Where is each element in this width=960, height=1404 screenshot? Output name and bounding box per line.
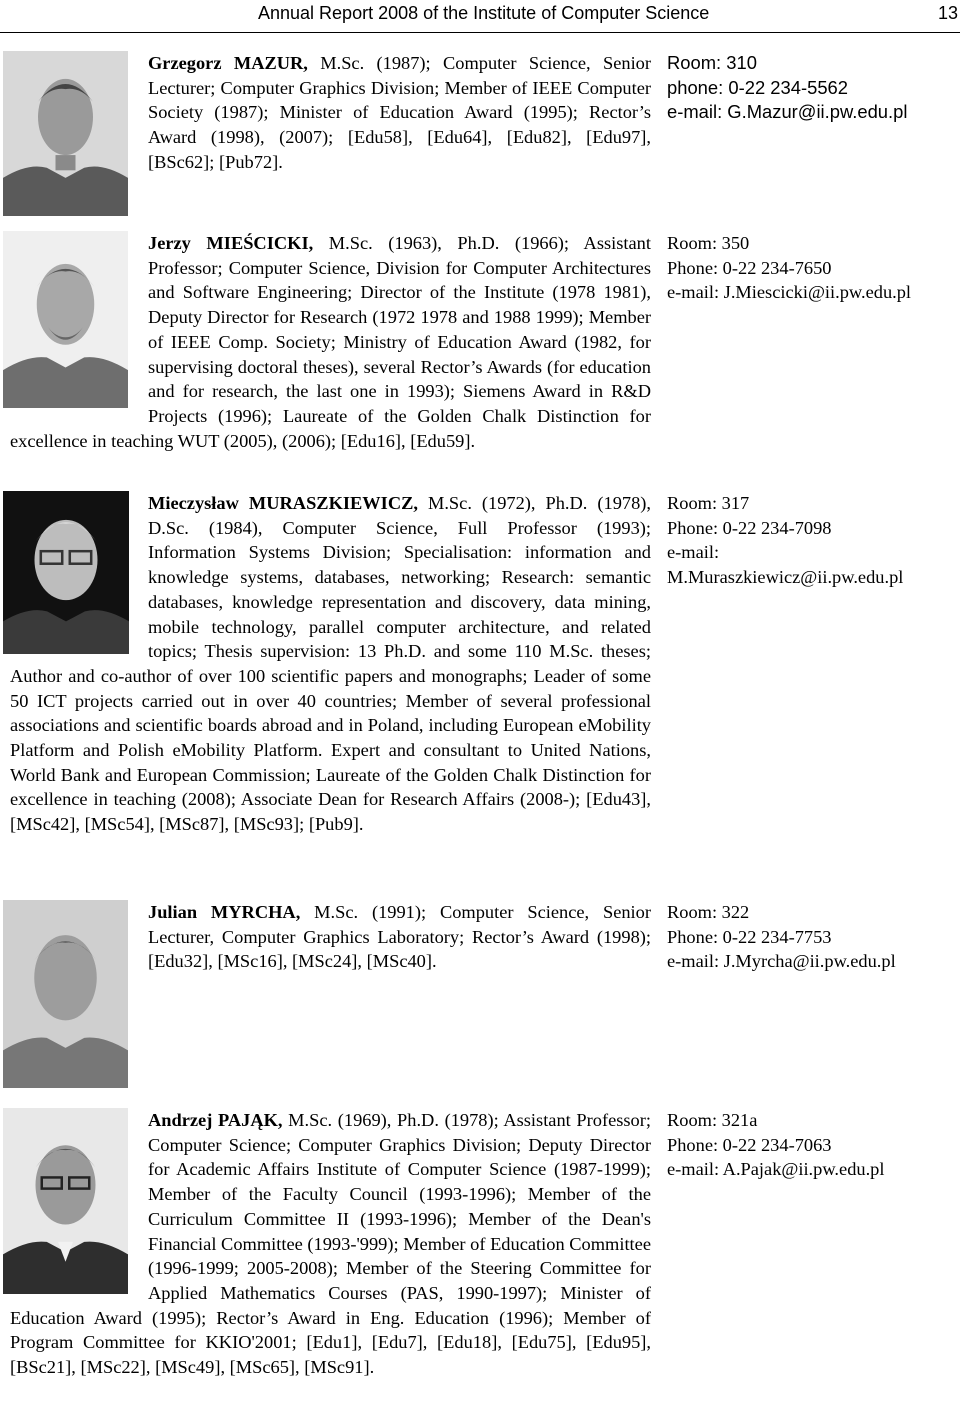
phone-number: Phone: 0-22 234-7063 bbox=[667, 1134, 832, 1155]
email-address: e-mail: J.Miescicki@ii.pw.edu.pl bbox=[667, 282, 912, 303]
bio-text: Grzegorz MAZUR, M.Sc. (1987); Computer Science, Senior Lecturer; Computer Graphics Division; Member of IEEE Computer Society (1987); Minister of Education Award (1995); Rector’s Award (1998), (2007); [Edu58], [Edu64], [Edu82], [Edu97], [BSc62]; [Pub72]. bbox=[148, 53, 651, 172]
person-name: Andrzej PAJĄK, bbox=[148, 1110, 283, 1130]
contact-block bbox=[667, 491, 903, 590]
email-address: e-mail: A.Pajak@ii.pw.edu.pl bbox=[667, 1159, 885, 1180]
phone-number: Phone: 0-22 234-7753 bbox=[667, 926, 832, 947]
report-title: Annual Report 2008 of the Institute of Computer Science bbox=[258, 3, 710, 23]
email-address: e-mail: J.Myrcha@ii.pw.edu.pl bbox=[667, 951, 896, 972]
bio-text: Mieczysław MURASZKIEWICZ, M.Sc. (1972), Ph.D. (1978), D.Sc. (1984), Computer Science, Full Professor (1993); Information Systems Division; Specialisation: information and knowledge systems, databases, networking; Research: semantic databases, knowledge representation and discovery, data mining, mobile technology, parallel computer architecture, and related topics; Thesis supervision: 13 Ph.D. and some 110 M.Sc. theses; Author and co-author of over 100 scientific papers and monographs; Leader of some 50 ICT projects carried out in over 40 countries; Member of several professional associations and scientific boards abroad and in Poland, including European eMobility Platform and Polish eMobility Platform. Expert and consultant to United Nations, World Bank and European Commission; Laureate of the Golden Chalk Distinction for excellence in teaching (2008); Associate Dean for Research Affairs (2008-); [Edu43], [MSc42], [MSc54], [MSc87], [MSc93]; [Pub9]. bbox=[10, 493, 652, 835]
contact-block bbox=[667, 900, 896, 974]
email-label: e-mail: bbox=[667, 542, 720, 563]
person-name: Mieczysław MURASZKIEWICZ, bbox=[148, 493, 418, 513]
contact-block bbox=[667, 231, 911, 305]
person-name: Jerzy MIEŚCICKI, bbox=[148, 233, 314, 253]
room-number: Room: 322 bbox=[667, 902, 750, 922]
page-header bbox=[0, 0, 960, 33]
page-number: 13 bbox=[937, 3, 958, 23]
phone-number: Phone: 0-22 234-7650 bbox=[667, 257, 832, 278]
room-number: Room: 350 bbox=[667, 233, 750, 253]
phone-number: phone: 0-22 234-5562 bbox=[667, 76, 848, 98]
bio-text: Jerzy MIEŚCICKI, M.Sc. (1963), Ph.D. (1966); Assistant Professor; Computer Science, Division for Computer Architectures and Software Engineering; Director of the Institute (1978 1981), Deputy Director for Research (1972 1978 and 1988 1999); Member of IEEE Comp. Society; Ministry of Education Award (1982, for supervising doctoral theses), several Rector’s Awards (for education and for research, the last one in 1993); Siemens Award in R&D Projects (1996); Laureate of the Golden Chalk Distinction for excellence in teaching WUT (2005), (2006); [Edu16], [Edu59]. bbox=[10, 233, 651, 451]
bio-text: Julian MYRCHA, M.Sc. (1991); Computer Science, Senior Lecturer, Computer Graphics Laboratory; Rector’s Award (1998); [Edu32], [MSc16], [MSc24], [MSc40]. bbox=[148, 902, 651, 972]
email-address: e-mail: G.Mazur@ii.pw.edu.pl bbox=[667, 101, 908, 123]
room-number: Room: 310 bbox=[667, 52, 757, 73]
room-number: Room: 317 bbox=[667, 493, 750, 513]
contact-block bbox=[667, 51, 907, 125]
email-address: M.Muraszkiewicz@ii.pw.edu.pl bbox=[667, 567, 904, 588]
bio-text: Andrzej PAJĄK, M.Sc. (1969), Ph.D. (1978); Assistant Professor; Computer Science; Computer Graphics Division; Deputy Director for Academic Affairs Institute of Computer Science (1987-1999); Member of the Faculty Council (1993-1996); Member of the Curriculum Committee II (1993-1996); Member of the Dean's Financial Committee (1993-'999); Member of Education Committee (1996-1999; 2005-2008); Member of the Steering Committee for Applied Mathematics Courses (PAS, 1990-1997); Minister of Education Award (1995); Rector’s Award in Eng. Education (1996); Member of Program Committee for KKIO'2001; [Edu1], [Edu7], [Edu18], [Edu75], [Edu95], [BSc21], [MSc22], [MSc49], [MSc65], [MSc91]. bbox=[10, 1110, 651, 1378]
person-name: Grzegorz MAZUR, bbox=[148, 53, 308, 73]
contact-block bbox=[667, 1108, 885, 1182]
room-number: Room: 321a bbox=[667, 1110, 758, 1130]
phone-number: Phone: 0-22 234-7098 bbox=[667, 517, 832, 538]
person-name: Julian MYRCHA, bbox=[148, 902, 301, 922]
